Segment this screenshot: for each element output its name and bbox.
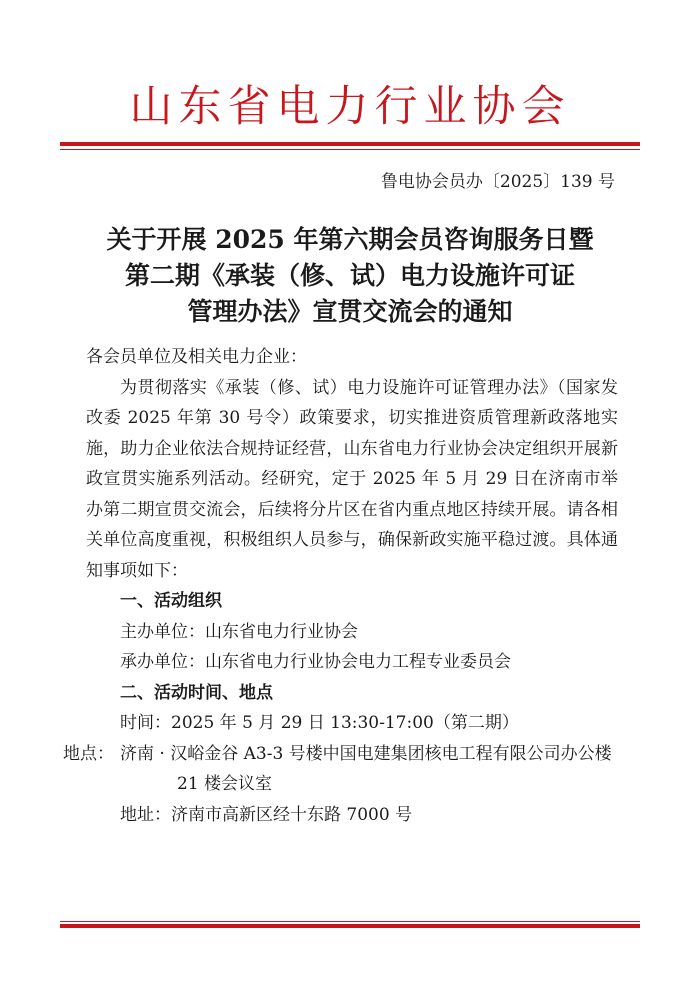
organizer-line [86, 647, 618, 678]
organizer-label: 承办单位： [120, 652, 205, 672]
header-rule-thick [60, 142, 640, 146]
host-label: 主办单位： [120, 621, 205, 642]
time-label: 时间： [120, 713, 171, 733]
address-label: 地址： [120, 804, 171, 825]
organizer-value: 山东省电力行业协会电力工程专业委员会 [205, 652, 511, 672]
intro-paragraph: 为贯彻落实《承装（修、试）电力设施许可证管理办法》（国家发改委 2025 年第 30 号令）政策要求，切实推进资质管理新政落地实施，助力企业依法合规持证经营，山东省电力行业协会决定组织开展新政宣贯实施系列活动。经研究，定于 2025 年 5 月 29 日在济南市举办第二期宣贯交流会，后续将分片区在省内重点地区持续开展。请各相关单位高度重视，积极组织人员参与，确保新政实施平稳过渡。具体通知事项如下： [86, 377, 618, 581]
address-line [86, 800, 618, 831]
time-value: 2025 年 5 月 29 日 13:30-17:00（第二期） [171, 713, 519, 733]
header-rule-thin [60, 149, 640, 150]
time-line [86, 708, 618, 739]
place-value: 济南 · 汉峪金谷 A3-3 号楼中国电建集团核电工程有限公司办公楼 21 楼会议室 [120, 743, 612, 794]
section-heading-organization: 一、活动组织 [120, 591, 222, 611]
document-title [60, 222, 640, 330]
place-line: 地点： 济南 · 汉峪金谷 A3-3 号楼中国电建集团核电工程有限公司办公楼 21 楼会议室 [63, 743, 612, 794]
document-body [63, 342, 618, 830]
host-line [86, 617, 618, 648]
address-value: 济南市高新区经十东路 7000 号 [171, 804, 413, 825]
organization-letterhead: 山东省电力行业协会 [129, 82, 571, 132]
footer-rule-thin [60, 921, 640, 922]
footer-rule-thick [60, 924, 640, 928]
title-line-1: 关于开展 2025 年第六期会员咨询服务日暨 [106, 225, 594, 254]
host-value: 山东省电力行业协会 [205, 621, 358, 642]
salutation: 各会员单位及相关电力企业： [86, 347, 307, 367]
title-line-2: 第二期《承装（修、试）电力设施许可证 [124, 261, 575, 290]
section-heading-time-place: 二、活动时间、地点 [120, 682, 273, 703]
title-line-3: 管理办法》宣贯交流会的通知 [187, 297, 513, 326]
document-number: 鲁电协会员办〔2025〕139 号 [380, 172, 615, 192]
